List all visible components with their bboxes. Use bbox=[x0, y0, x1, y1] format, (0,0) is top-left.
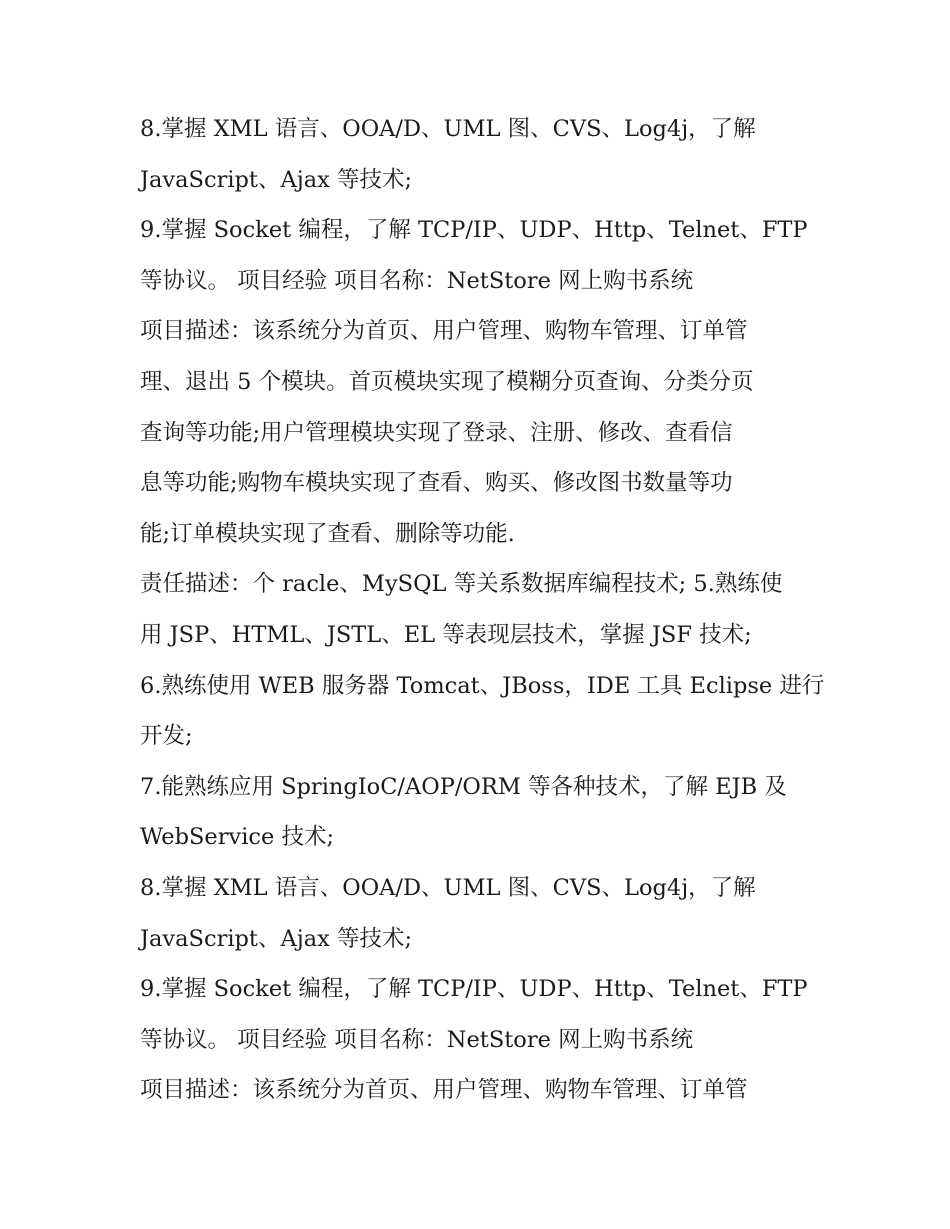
text-line: 8.掌握 XML 语言、OOA/D、UML 图、CVS、Log4j，了解 bbox=[140, 874, 756, 901]
text-line: 能;订单模块实现了查看、删除等功能. bbox=[140, 520, 515, 547]
text-line: WebService 技术; bbox=[140, 824, 335, 851]
text-line: 查询等功能;用户管理模块实现了登录、注册、修改、查看信 bbox=[140, 419, 733, 446]
text-line: 等协议。 项目经验 项目名称：NetStore 网上购书系统 bbox=[140, 1026, 694, 1053]
text-line: JavaScript、Ajax 等技术; bbox=[140, 925, 413, 952]
text-line: 息等功能;购物车模块实现了查看、购买、修改图书数量等功 bbox=[140, 470, 733, 497]
text-line: 项目描述：该系统分为首页、用户管理、购物车管理、订单管 bbox=[140, 1077, 748, 1104]
text-line: 项目描述：该系统分为首页、用户管理、购物车管理、订单管 bbox=[140, 318, 748, 345]
text-line: 9.掌握 Socket 编程，了解 TCP/IP、UDP、Http、Telnet、FTP bbox=[140, 217, 808, 244]
text-line: 理、退出 5 个模块。首页模块实现了模糊分页查询、分类分页 bbox=[140, 368, 754, 395]
text-line: 8.掌握 XML 语言、OOA/D、UML 图、CVS、Log4j，了解 bbox=[140, 116, 756, 142]
text-line: 9.掌握 Socket 编程，了解 TCP/IP、UDP、Http、Telnet、FTP bbox=[140, 976, 808, 1003]
text-line: 开发; bbox=[140, 723, 193, 750]
body-text bbox=[140, 104, 830, 1116]
text-line: 等协议。 项目经验 项目名称：NetStore 网上购书系统 bbox=[140, 267, 694, 294]
text-line: 责任描述：个 racle、MySQL 等关系数据库编程技术; 5.熟练使 bbox=[140, 571, 783, 598]
text-line: JavaScript、Ajax 等技术; bbox=[140, 166, 413, 193]
text-line: 用 JSP、HTML、JSTL、EL 等表现层技术，掌握 JSF 技术; bbox=[140, 621, 752, 648]
text-line: 7.能熟练应用 SpringIoC/AOP/ORM 等各种技术，了解 EJB 及 bbox=[140, 773, 787, 800]
text-line: 6.熟练使用 WEB 服务器 Tomcat、JBoss，IDE 工具 Eclipse 进行 bbox=[140, 672, 825, 699]
